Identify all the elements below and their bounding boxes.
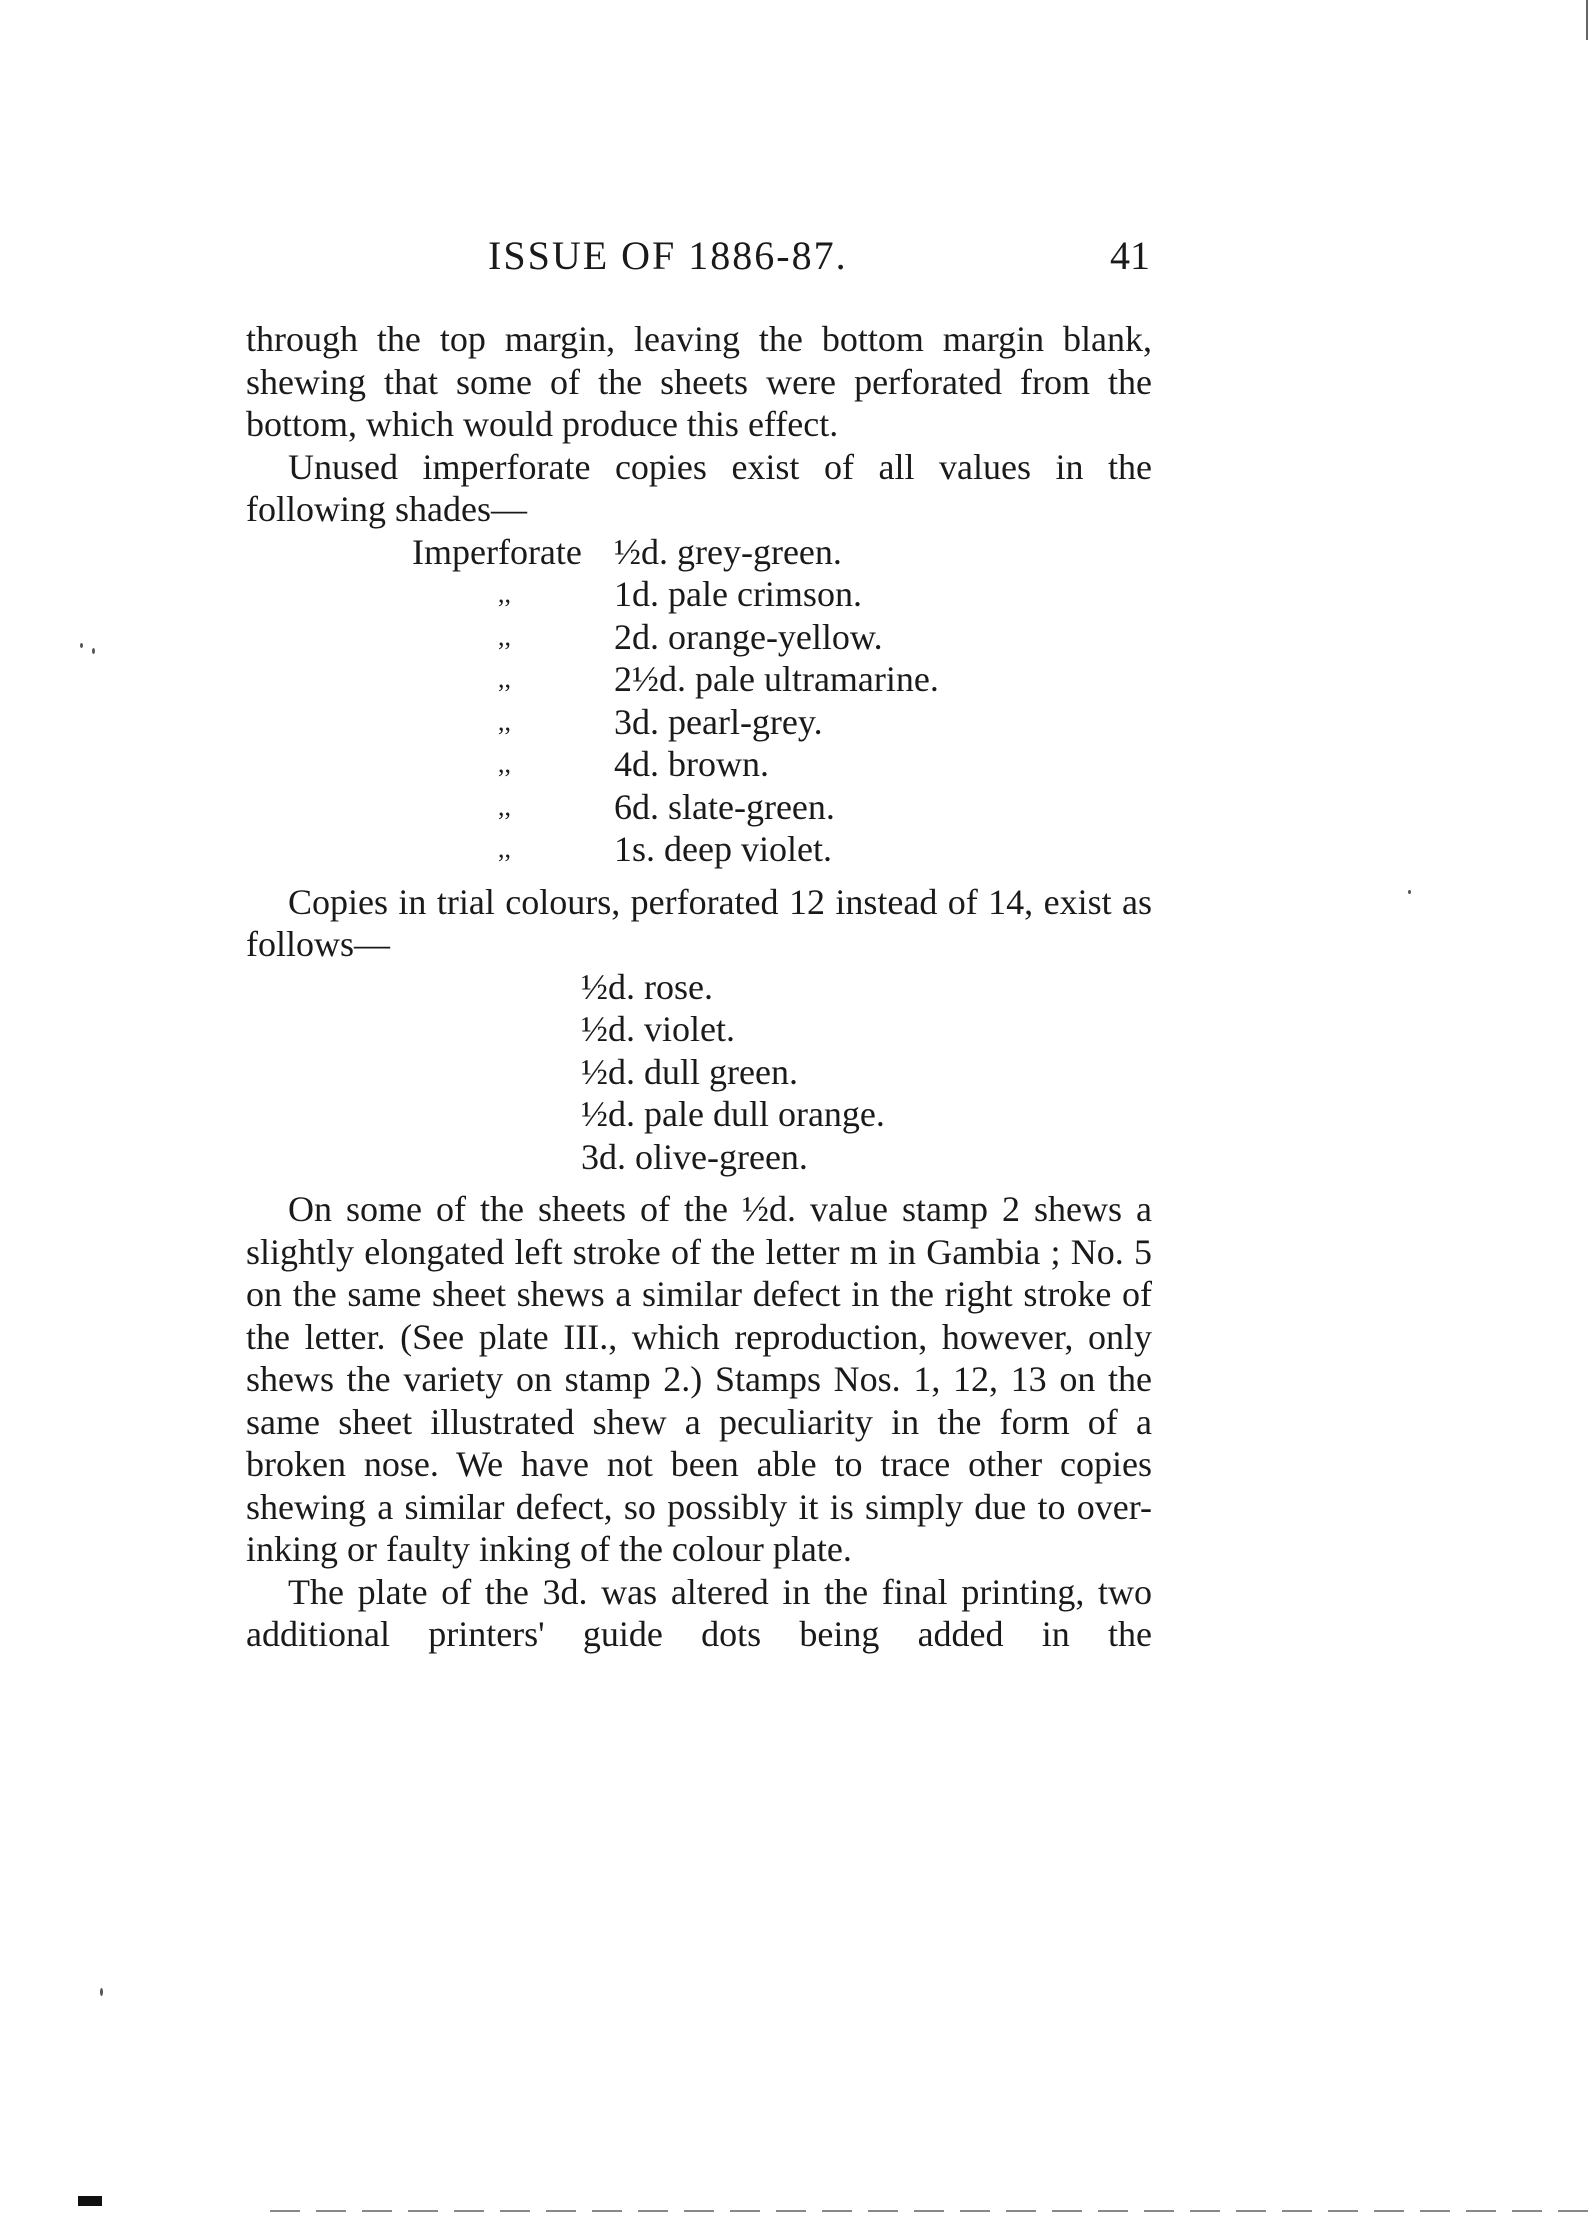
- imperforate-label: Imperforate: [412, 531, 582, 572]
- ditto-mark: ,,: [498, 791, 511, 821]
- paragraph-unused-imperforate: Unused imperforate copies exist of all values in the following shades—: [246, 446, 1152, 529]
- trial-entry: ½d. rose.: [581, 966, 713, 1007]
- shade-entry: 4d. brown.: [614, 744, 769, 784]
- list-item: [246, 531, 1152, 574]
- paragraph-continued: through the top margin, leaving the bottom margin blank, shewing that some of the sheets were perforated from the bottom, which would produce this effect.: [246, 319, 1152, 444]
- trial-colours-list: [246, 966, 1152, 1179]
- running-title: ISSUE OF 1886-87.: [488, 233, 848, 278]
- trial-entry: ½d. violet.: [581, 1009, 735, 1049]
- shade-entry: 1s. deep violet.: [614, 829, 832, 869]
- list-item: [246, 786, 1152, 829]
- shade-entry: 6d. slate-green.: [614, 786, 835, 827]
- scan-bottom-edge: [270, 2210, 1590, 2212]
- page-number: 41: [1110, 233, 1150, 278]
- shade-entry: 2d. orange-yellow.: [614, 616, 883, 657]
- spacer: [246, 871, 1152, 881]
- list-item: [246, 1008, 1152, 1051]
- scan-corner-mark: [78, 2196, 102, 2206]
- ditto-mark: ,,: [498, 621, 511, 651]
- ditto-mark: ,,: [498, 579, 511, 608]
- list-item: [246, 658, 1152, 701]
- scan-speck: [1408, 890, 1411, 894]
- spacer: [246, 1178, 1152, 1188]
- ditto-mark: ,,: [498, 664, 511, 693]
- trial-entry: ½d. dull green.: [581, 1051, 798, 1092]
- ditto-mark: ,,: [498, 749, 511, 778]
- scan-edge-mark: [1586, 0, 1588, 40]
- shade-entry: 3d. pearl-grey.: [614, 701, 823, 742]
- list-item: [246, 1136, 1152, 1179]
- trial-entry: ½d. pale dull orange.: [581, 1094, 885, 1134]
- list-item: [246, 743, 1152, 786]
- shade-entry: 1d. pale crimson.: [614, 574, 862, 614]
- list-item: [246, 1051, 1152, 1094]
- trial-entry: 3d. olive-green.: [581, 1136, 808, 1177]
- paragraph-varieties: On some of the sheets of the ½d. value stamp 2 shews a slightly elongated left stroke of the letter m in Gambia ; No. 5 on the same sheet shews a similar defect in the right stroke of the letter. (See plate III., which reproduction, however, only shews the variety on stamp 2.) Stamps Nos. 1, 12, 13 on the same sheet illustrated shew a peculiarity in the form of a broken nose. We have not been able to trace other copies shewing a similar defect, so possibly it is simply due to over-inking or faulty inking of the colour plate.: [246, 1189, 1152, 1569]
- list-item: [246, 616, 1152, 659]
- paragraph-plate-altered: The plate of the 3d. was altered in the final printing, two additional printers' guide dots being added in the: [246, 1571, 1152, 1654]
- running-header: [0, 232, 1596, 282]
- scan-speck: [100, 1988, 103, 1996]
- imperforate-shades-list: [246, 531, 1152, 871]
- shade-entry: ½d. grey-green.: [614, 531, 842, 572]
- shade-entry: 2½d. pale ultramarine.: [614, 659, 939, 699]
- list-item: [246, 828, 1152, 871]
- page-body: [246, 318, 1152, 1656]
- scan-speck: [80, 643, 83, 648]
- paragraph-trial-colours: Copies in trial colours, perforated 12 instead of 14, exist as follows—: [246, 881, 1152, 964]
- ditto-mark: ,,: [498, 706, 511, 736]
- list-item: [246, 966, 1152, 1009]
- scan-speck: [92, 648, 95, 654]
- list-item: [246, 701, 1152, 744]
- list-item: [246, 573, 1152, 616]
- list-item: [246, 1093, 1152, 1136]
- ditto-mark: ,,: [498, 834, 511, 863]
